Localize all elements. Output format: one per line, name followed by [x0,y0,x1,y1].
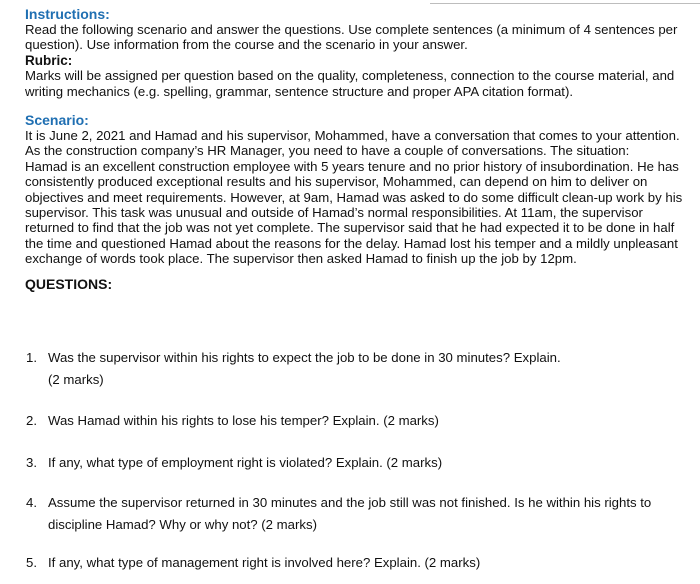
questions-heading: QUESTIONS: [25,275,113,292]
question-number: 1. [26,350,37,365]
instructions-text: Read the following scenario and answer the questions. Use complete sentences (a minimum of 4 sentences per question). Use information from the course and the scenario in your answer. [25,22,678,53]
top-divider [430,3,700,4]
question-text: If any, what type of management right is involved here? Explain. (2 marks) [48,555,481,570]
question-number: 2. [26,413,37,428]
document [25,7,695,292]
question-number: 5. [26,555,37,570]
question-text: Was the supervisor within his rights to expect the job to be done in 30 minutes? Explain. [48,350,561,365]
scenario-heading: Scenario: [25,112,89,129]
question-text: Was Hamad within his rights to lose his temper? Explain. (2 marks) [48,413,439,428]
rubric-heading: Rubric: [25,52,73,68]
question-text-cont: (2 marks) [48,372,104,387]
question-number: 3. [26,455,37,470]
question-text-cont: discipline Hamad? Why or why not? (2 marks) [48,517,317,532]
scenario-body: Hamad is an excellent construction employee with 5 years tenure and no prior history of insubordination. He has consistently produced exceptional results and his supervisor, Mohammed, can depend on him to deliver on objectives and meet requirements. However, at 9am, Hamad was asked to do some difficult clean-up work by his supervisor. This task was unusual and outside of Hamad’s normal responsibilities. At 11am, the supervisor returned to find that the job was not yet complete. The supervisor said that he had expected it to be done in half the time and questioned Hamad about the reasons for the delay. Hamad lost his temper and a mildly unpleasant exchange of words took place. The supervisor then asked Hamad to finish up the job by 12pm. [25,158,683,267]
question-text: If any, what type of employment right is violated? Explain. (2 marks) [48,455,443,470]
question-number: 4. [26,495,37,510]
question-text: Assume the supervisor returned in 30 minutes and the job still was not finished. Is he within his rights to [48,495,652,510]
instructions-heading: Instructions: [25,6,110,22]
rubric-text: Marks will be assigned per question based on the quality, completeness, connection to the course material, and writing mechanics (e.g. spelling, grammar, sentence structure and proper APA citation format). [25,68,675,99]
scenario-intro: It is June 2, 2021 and Hamad and his supervisor, Mohammed, have a conversation that comes to your attention. As the construction company’s HR Manager, you need to have a couple of conversations. The situation: [25,128,680,159]
